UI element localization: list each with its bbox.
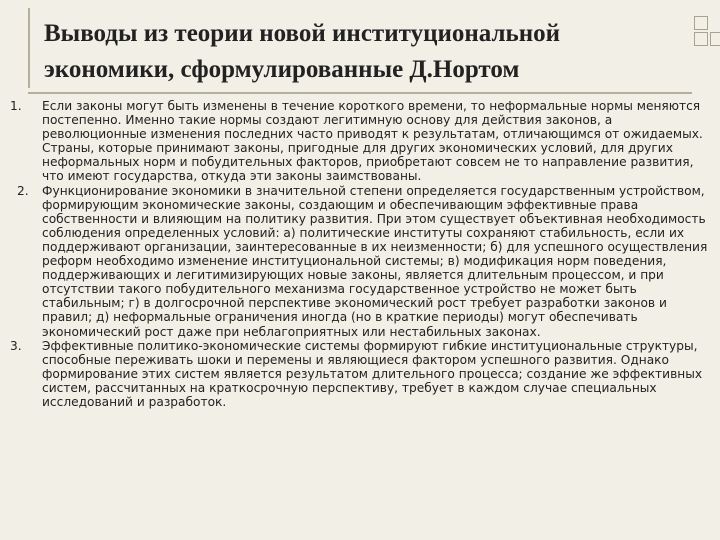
title-frame-vertical-line: [28, 8, 30, 88]
slide-title-line-1: Выводы из теории новой институциональной: [44, 20, 561, 47]
conclusion-item-3: [10, 339, 710, 409]
item-number: 1.: [10, 99, 22, 113]
item-number: 3.: [10, 338, 22, 353]
conclusion-item-2: [10, 184, 710, 339]
corner-square-decoration: [710, 32, 720, 46]
title-frame-horizontal-line: [28, 92, 692, 94]
item-text: Если законы могут быть изменены в течение короткого времени, то неформальные нормы меняются постепенно. Именно такие нормы создают легитимную основу для действия законов, а революционные изменения последних часто приводят к результатам, отличающимся от ожидаемых. Страны, которые принимают законы, пригодные для других экономических условий, для других неформальных норм и побудительных факторов, приобретают совсем не то направление развития, что имеют государства, откуда эти законы заимствованы.: [42, 99, 703, 184]
conclusion-item-1: [10, 99, 710, 184]
item-text: Эффективные политико-экономические системы формируют гибкие институциональные структуры, способные переживать шоки и перемены и являющиеся фактором успешного развития. Однако формирование этих систем является результатом длительного процесса; создание же эффективных систем, рассчитанных на краткосрочную перспективу, требует в каждом случае специальных исследований и разработок.: [42, 338, 703, 409]
item-text: Функционирование экономики в значительной степени определяется государственным устройством, формирующим экономические законы, создающим и обеспечивающим эффективные права собственности и влияющим на политику развития. При этом существует объективная необходимость соблюдения определенных условий: а) политические институты сохраняют стабильность, если их поддерживают организации, заинтересованные в их неизменности; б) для успешного осуществления реформ необходимо изменение институциональной системы; в) модификация норм поведения, поддерживающих и легитимизирующих новые законы, является длительным процессом, и при отсутствии такого побудительного механизма государственное устройство не может быть стабильным; г) в долгосрочной перспективе экономический рост требует разработки законов и правил; д) неформальные ограничения иногда (но в краткие периоды) могут обеспечивать экономический рост даже при неблагоприятных или нестабильных законах.: [42, 183, 708, 339]
corner-square-decoration: [694, 16, 708, 30]
slide-title-line-2: экономики, сформулированные Д.Нортом: [44, 56, 520, 83]
corner-square-decoration: [694, 32, 708, 46]
item-number: 2.: [17, 183, 29, 198]
slide-title: [44, 16, 664, 88]
slide-body: [10, 99, 710, 409]
